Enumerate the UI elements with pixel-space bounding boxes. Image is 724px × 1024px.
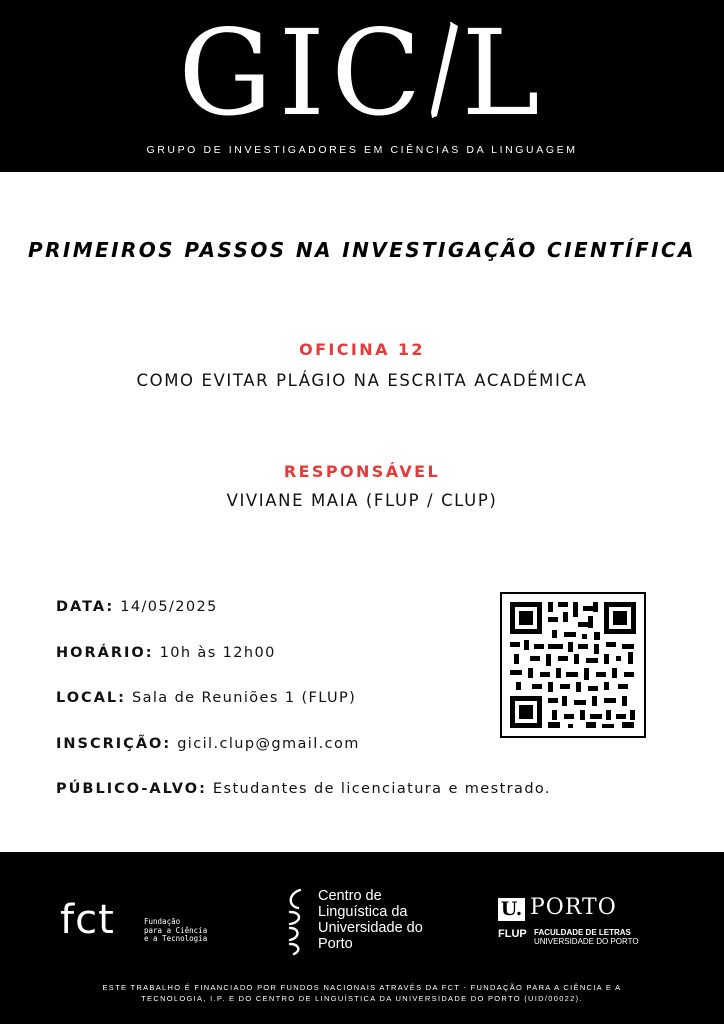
signup-row [56,736,360,752]
workshop-label: OFICINA 12 [299,340,425,359]
pen-icon [427,20,461,120]
fct-wordmark: fct [60,897,115,943]
responsible-label: RESPONSÁVEL [283,462,441,481]
clup-logo-icon [282,886,308,956]
time-value: 10h às 12h00 [159,645,276,661]
uporto-u: U. [498,898,525,921]
signup-email[interactable]: gicil.clup@gmail.com [177,736,360,752]
qr-code-icon [502,594,644,736]
funding-notice: ESTE TRABALHO É FINANCIADO POR FUNDOS NACIONAIS ATRAVÉS DA FCT - FUNDAÇÃO PARA A CIÊNCIA E A TECNOLOGIA, I.P. E DO CENTRO DE LINGUÍSTICA DA UNIVERSIDADE DO PORTO (UID/00022). [102,983,622,1003]
time-row [56,645,276,661]
header-band [0,0,724,172]
date-label: DATA: [56,599,115,615]
qr-code[interactable] [500,592,646,738]
audience-row [56,781,551,797]
time-label: HORÁRIO: [56,645,154,661]
date-row [56,599,218,615]
logo-text-end: L [461,4,546,142]
footer-band [0,852,724,1024]
date-value: 14/05/2025 [120,599,218,615]
page-title: PRIMEIROS PASSOS NA INVESTIGAÇÃO CIENTÍFICA [28,238,696,262]
responsible-name: VIVIANE MAIA (FLUP / CLUP) [226,491,498,510]
fct-logo [60,897,208,943]
logo-text: GIC [178,4,428,142]
clup-logo-text: Centro de Linguística da Universidade do Porto [318,888,423,952]
place-row [56,690,356,706]
audience-value: Estudantes de licenciatura e mestrado. [212,781,551,797]
workshop-topic: COMO EVITAR PLÁGIO NA ESCRITA ACADÉMICA [136,371,588,390]
fct-caption: Fundação para a Ciência e a Tecnologia [144,917,208,943]
flup-label: FLUP [498,928,527,940]
gicil-logo [0,4,724,142]
faculty-name: FACULDADE DE LETRAS UNIVERSIDADE DO PORTO [534,928,639,946]
uporto-name: PORTO [530,895,617,920]
audience-label: PÚBLICO-ALVO: [56,781,207,797]
group-subtitle: GRUPO DE INVESTIGADORES EM CIÊNCIAS DA LINGUAGEM [146,144,578,156]
signup-label: INSCRIÇÃO: [56,736,172,752]
place-label: LOCAL: [56,690,126,706]
place-value: Sala de Reuniões 1 (FLUP) [131,690,357,706]
